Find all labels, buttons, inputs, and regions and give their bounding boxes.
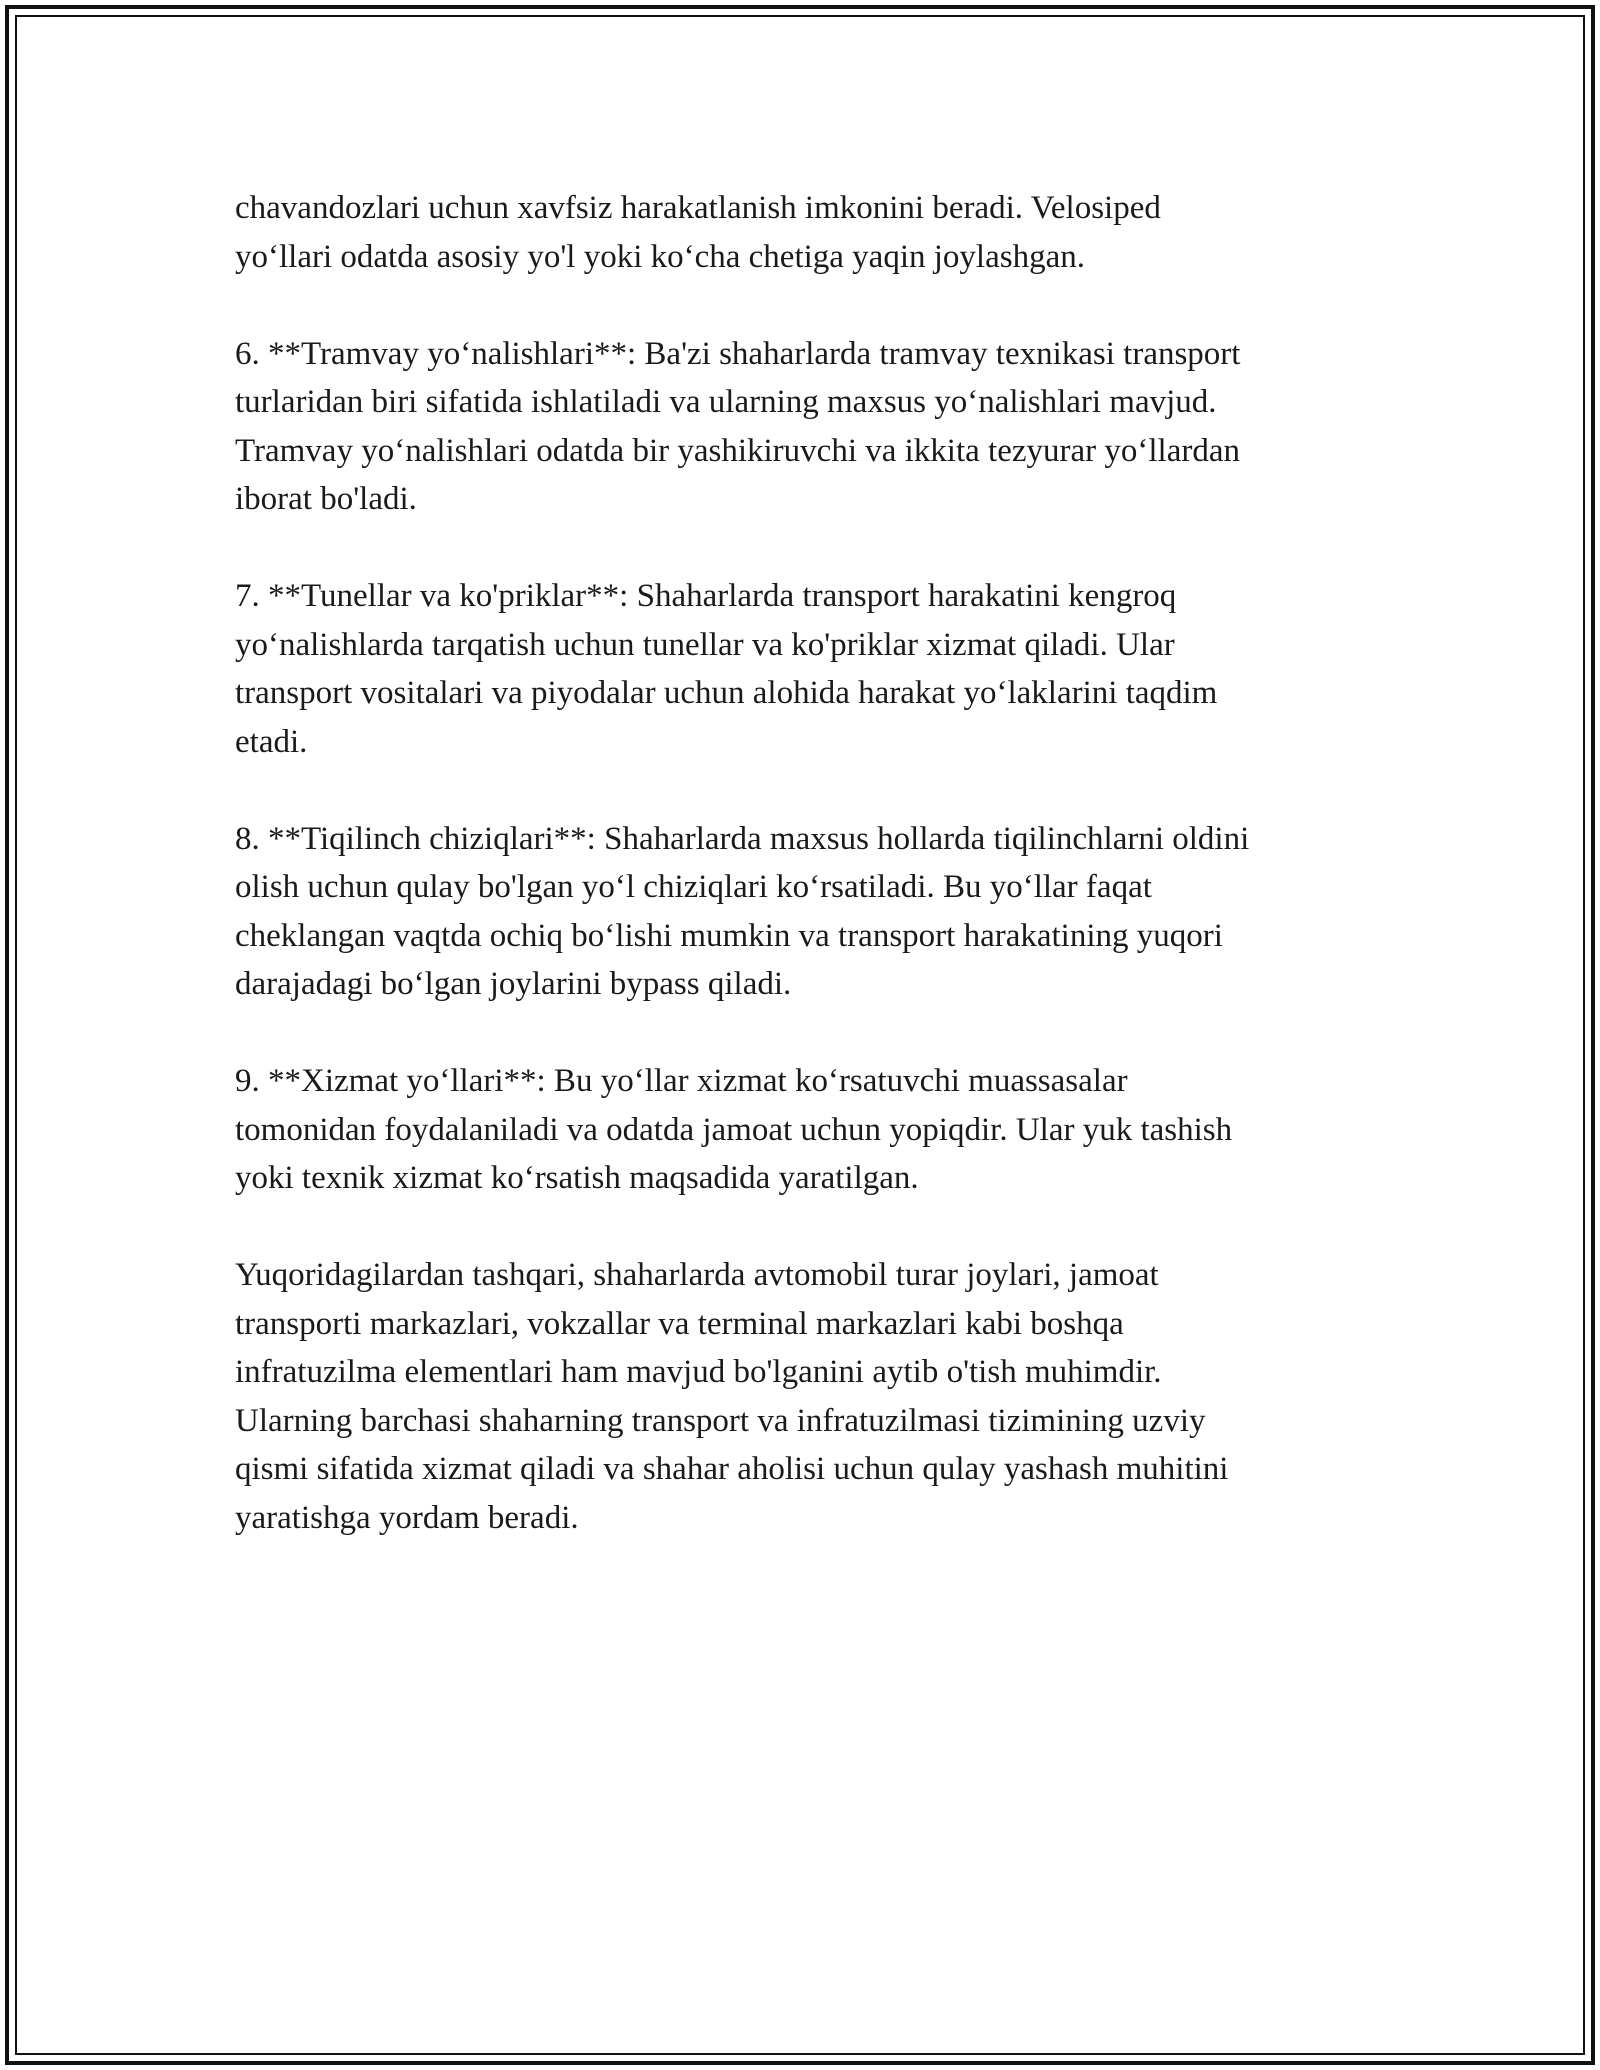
paragraph-conclusion <box>235 1251 1385 1542</box>
text-line: etadi. <box>235 723 308 760</box>
text-line: chavandozlari uchun xavfsiz harakatlanish imkonini beradi. Velosiped <box>235 190 1161 226</box>
text-line: 9. **Xizmat yo‘llari**: Bu yo‘llar xizmat ko‘rsatuvchi muassasalar <box>235 1063 1128 1099</box>
text-line: Ularning barchasi shaharning transport va infratuzilmasi tizimining uzviy <box>235 1402 1206 1439</box>
document-body <box>235 184 1385 1591</box>
text-line: transporti markazlari, vokzallar va terminal markazlari kabi boshqa <box>235 1305 1124 1342</box>
paragraph-tunnels-bridges <box>235 572 1385 766</box>
text-line: 8. **Tiqilinch chiziqlari**: Shaharlarda maxsus hollarda tiqilinchlarni oldini <box>235 820 1250 857</box>
paragraph-tram-routes <box>235 330 1385 524</box>
text-line: tomonidan foydalaniladi va odatda jamoat uchun yopiqdir. Ular yuk tashish <box>235 1111 1233 1148</box>
text-line: yo‘llari odatda asosiy yo'l yoki ko‘cha chetiga yaqin joylashgan. <box>235 238 1085 275</box>
paragraph-cycle-lanes-continued <box>235 184 1385 281</box>
paragraph-congestion-lanes <box>235 815 1385 1009</box>
text-line: darajadagi bo‘lgan joylarini bypass qiladi. <box>235 966 792 1002</box>
text-line: cheklangan vaqtda ochiq bo‘lishi mumkin va transport harakatining yuqori <box>235 917 1223 954</box>
text-line: iborat bo'ladi. <box>235 481 417 517</box>
text-line: turlaridan biri sifatida ishlatiladi va ularning maxsus yo‘nalishlari mavjud. <box>235 384 1217 420</box>
text-line: yoki texnik xizmat ko‘rsatish maqsadida yaratilgan. <box>235 1160 919 1196</box>
text-line: Tramvay yo‘nalishlari odatda bir yashikiruvchi va ikkita tezyurar yo‘llardan <box>235 432 1240 469</box>
text-line: yo‘nalishlarda tarqatish uchun tunellar va ko'priklar xizmat qiladi. Ular <box>235 626 1175 663</box>
text-line: qismi sifatida xizmat qiladi va shahar aholisi uchun qulay yashash muhitini <box>235 1451 1229 1487</box>
text-line: Yuqoridagilardan tashqari, shaharlarda avtomobil turar joylari, jamoat <box>235 1257 1159 1293</box>
text-line: infratuzilma elementlari ham mavjud bo'lganini aytib o'tish muhimdir. <box>235 1354 1162 1390</box>
text-line: olish uchun qulay bo'lgan yo‘l chiziqlari ko‘rsatiladi. Bu yo‘llar faqat <box>235 869 1152 905</box>
text-line: yaratishga yordam beradi. <box>235 1499 579 1536</box>
text-line: 6. **Tramvay yo‘nalishlari**: Ba'zi shaharlarda tramvay texnikasi transport <box>235 335 1241 372</box>
paragraph-service-roads <box>235 1057 1385 1203</box>
text-line: transport vositalari va piyodalar uchun alohida harakat yo‘laklarini taqdim <box>235 675 1218 711</box>
text-line: 7. **Tunellar va ko'priklar**: Shaharlarda transport harakatini kengroq <box>235 578 1177 614</box>
